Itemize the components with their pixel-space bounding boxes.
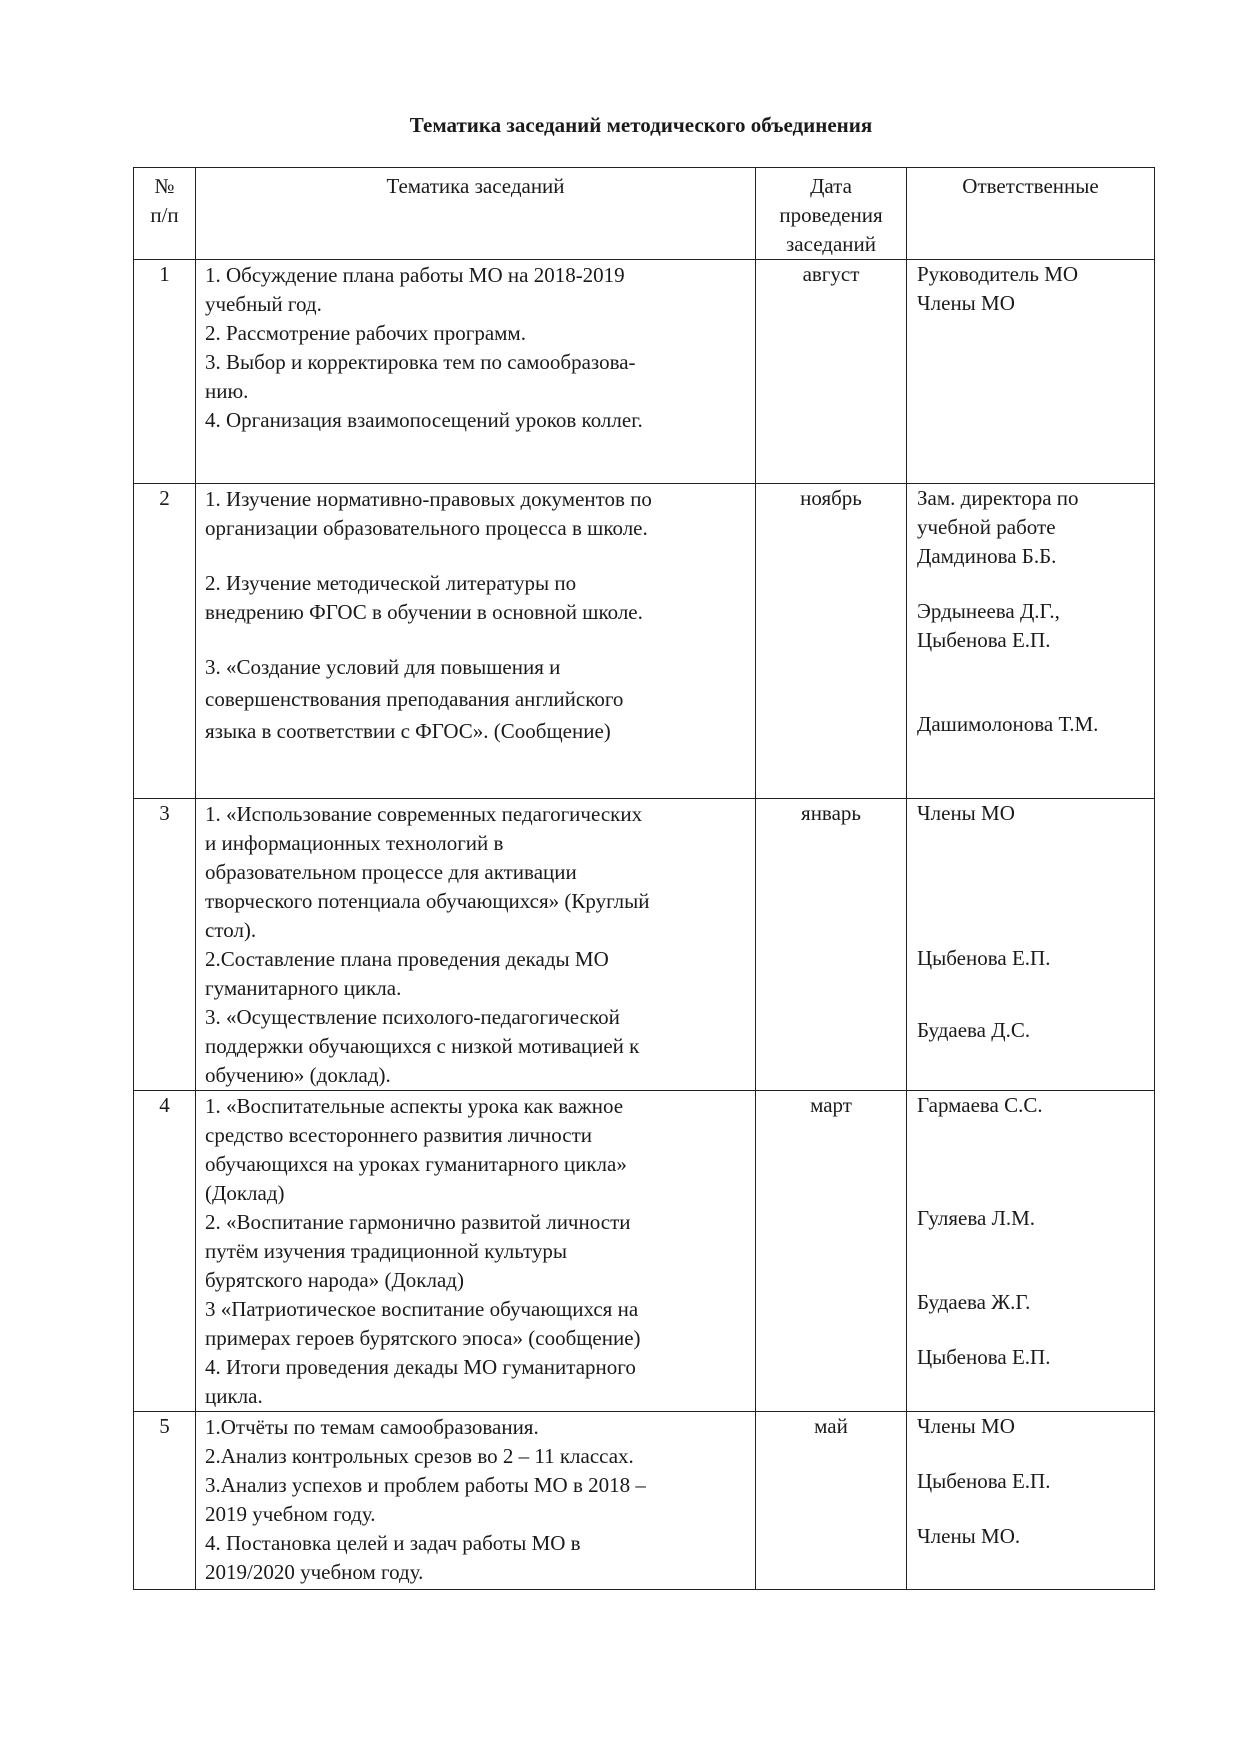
row-responsible: Зам. директора по учебной работе Дамдинова Б.Б. Эрдынеева Д.Г., Цыбенова Е.П. Дашимолонова Т.М. (907, 484, 1155, 799)
table-row (134, 799, 1155, 1091)
header-responsible: Ответственные (907, 168, 1155, 260)
table-row (134, 260, 1155, 484)
row-responsible: Члены МО Цыбенова Е.П. Члены МО. (907, 1412, 1155, 1590)
row-date: январь (756, 799, 907, 1091)
row-topic: 1.Отчёты по темам самообразования. 2.Анализ контрольных срезов во 2 – 11 классах. 3.Анализ успехов и проблем работы МО в 2018 – 2019 учебном году. 4. Постановка целей и задач работы МО в 2019/2020 учебном году. (196, 1412, 756, 1590)
row-date: март (756, 1091, 907, 1412)
row-number: 5 (134, 1412, 196, 1590)
header-num: № п/п (134, 168, 196, 260)
page-title: Тематика заседаний методического объединения (409, 113, 873, 137)
table-header-row (134, 168, 1155, 260)
meetings-table (133, 167, 1155, 1590)
header-date: Дата проведения заседаний (756, 168, 907, 260)
row-number: 1 (134, 260, 196, 484)
table-row (134, 1091, 1155, 1412)
table-row (134, 1412, 1155, 1590)
row-date: ноябрь (756, 484, 907, 799)
row-responsible: Гармаева С.С. Гуляева Л.М. Будаева Ж.Г. Цыбенова Е.П. (907, 1091, 1155, 1412)
row-number: 2 (134, 484, 196, 799)
row-date: август (756, 260, 907, 484)
row-topic: 1. «Использование современных педагогических и информационных технологий в образовательном процессе для активации творческого потенциала обучающихся» (Круглый стол). 2.Составление плана проведения декады МО гуманитарного цикла. 3. «Осуществление психолого-педагогической поддержки обучающихся с низкой мотивацией к обучению» (доклад). (196, 799, 756, 1091)
row-responsible: Члены МО Цыбенова Е.П. Будаева Д.С. (907, 799, 1155, 1091)
header-topic: Тематика заседаний (196, 168, 756, 260)
row-topic: 1. Изучение нормативно-правовых документов по организации образовательного процесса в школе. 2. Изучение методической литературы по внедрению ФГОС в обучении в основной школе. 3. «Создание условий для повышения и совершенствования преподавания английского языка в соответствии с ФГОС». (Сообщение) (196, 484, 756, 799)
row-date: май (756, 1412, 907, 1590)
row-topic: 1. «Воспитательные аспекты урока как важное средство всестороннего развития личности обучающихся на уроках гуманитарного цикла» (Доклад) 2. «Воспитание гармонично развитой личности путём изучения традиционной культуры бурятского народа» (Доклад) 3 «Патриотическое воспитание обучающихся на примерах героев бурятского эпоса» (сообщение) 4. Итоги проведения декады МО гуманитарного цикла. (196, 1091, 756, 1412)
table-row (134, 484, 1155, 799)
row-number: 3 (134, 799, 196, 1091)
row-responsible: Руководитель МО Члены МО (907, 260, 1155, 484)
row-number: 4 (134, 1091, 196, 1412)
row-topic: 1. Обсуждение плана работы МО на 2018-2019 учебный год. 2. Рассмотрение рабочих программ. 3. Выбор и корректировка тем по самообразова- нию. 4. Организация взаимопосещений уроков коллег. (196, 260, 756, 484)
